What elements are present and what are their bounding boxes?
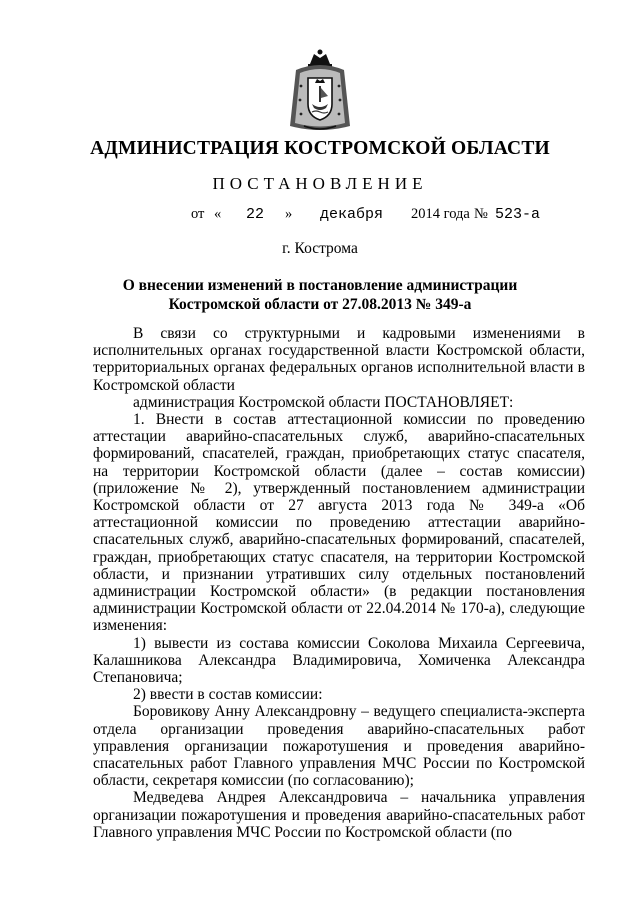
paragraph-borovikova: Боровикову Анну Александровну – ведущего специалиста-эксперта отдела организации проведения аварийно-спасательных работ управления организации пожаротушения и проведения аварийно-спасательных работ Главного управления МЧС России по Костромской области, секретаря комиссии (по согласованию); [93,703,585,790]
paragraph-preamble: В связи со структурными и кадровыми изменениями в исполнительных органах государственной власти Костромской области, территориальных органах федеральных органов исполнительной власти в Костромской области [93,325,585,394]
document-number: 523-а [495,206,541,223]
date-month: декабря [320,206,384,223]
date-year: 2014 года [411,206,470,222]
paragraph-subitem-2: 2) ввести в состав комиссии: [133,686,323,704]
date-day: 22 [246,206,265,223]
paragraph-item-1: 1. Внести в состав аттестационной комиссии по проведению аттестации аварийно-спасательных служб, аварийно-спасательных формирований, спасателей, граждан, приобретающих статус спасателя, на территории Костромской области (далее – состав комиссии) (приложение № 2), утвержденный постановлением администрации Костромской области от 27 августа 2013 года № 349-а «Об аттестационной комиссии по проведению аттестации аварийно-спасательных служб, аварийно-спасательных формирований, спасателей, граждан, приобретающих статус спасателя, на территории Костромской области, и признании утративших силу отдельных постановлений администрации Костромской области» (в редакции постановления администрации Костромской области от 22.04.2014 № 170-а), следующие изменения: [93,411,585,635]
number-sign: № [474,206,488,222]
date-line [0,206,640,228]
city: г. Кострома [282,240,358,257]
date-prefix: от [191,206,205,222]
date-close-quote: » [285,206,293,222]
document-body [93,325,585,841]
paragraph-resolves: администрация Костромской области ПОСТАНОВЛЯЕТ: [133,393,514,411]
document-type: ПОСТАНОВЛЕНИЕ [212,174,428,193]
coat-of-arms-icon [286,48,354,134]
document-subject: О внесении изменений в постановление администрации Костромской области от 27.08.2013 № 349-а [122,277,518,313]
paragraph-subitem-1: 1) вывести из состава комиссии Соколова Михаила Сергеевича, Калашникова Александра Владимировича, Хомиченка Александра Степановича; [93,634,585,687]
organization-title: АДМИНИСТРАЦИЯ КОСТРОМСКОЙ ОБЛАСТИ [90,138,550,159]
paragraph-medvedev: Медведева Андрея Александровича – начальника управления организации пожаротушения и проведения аварийно-спасательных работ Главного управления МЧС России по Костромской области (по [93,789,585,841]
date-open-quote: « [214,206,222,222]
